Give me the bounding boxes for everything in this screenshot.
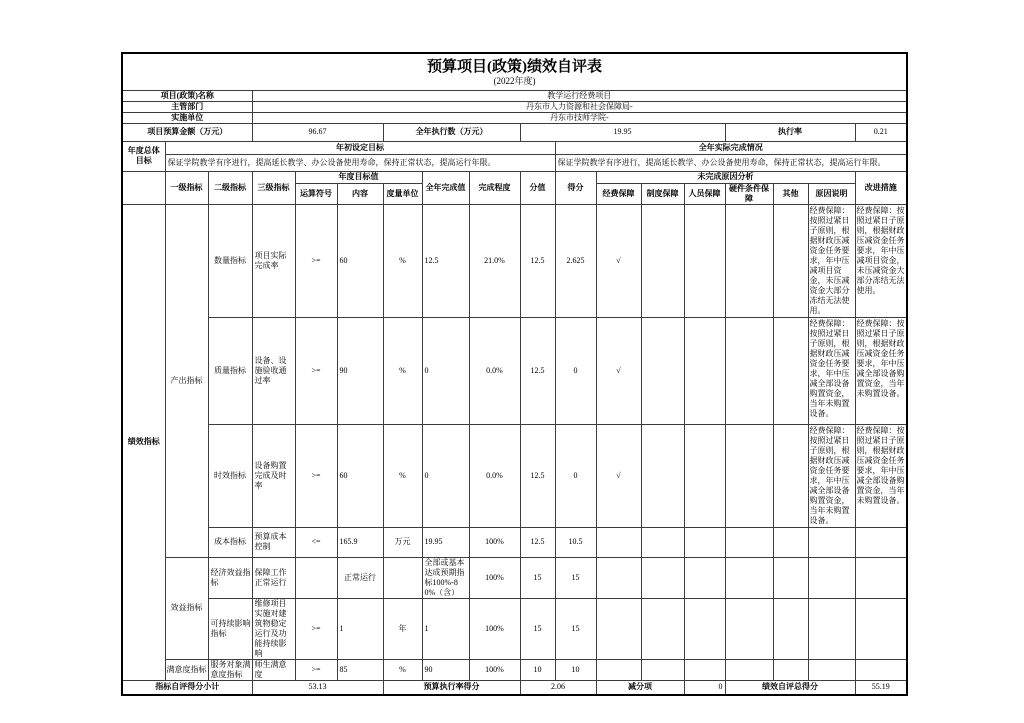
header-reason: 原因说明 (808, 183, 855, 204)
empty-cell (641, 659, 684, 680)
empty-cell (773, 659, 808, 680)
header-operator: 运算符号 (295, 183, 337, 204)
header-other: 其他 (773, 183, 808, 204)
unit-cell: 万元 (383, 527, 422, 557)
execution-rate-label: 执行率 (725, 123, 855, 141)
empty-cell (596, 598, 641, 659)
content-cell: 165.9 (337, 527, 383, 557)
annual-goal-label: 年度总体目标 (122, 141, 165, 171)
score-cell: 15 (555, 598, 596, 659)
degree-cell: 100% (469, 598, 520, 659)
degree-cell: 21.0% (469, 204, 520, 317)
self-score-label: 指标自评得分小计 (122, 680, 252, 695)
header-system: 制度保障 (641, 183, 684, 204)
operator-cell: >= (295, 424, 337, 527)
level2-cell: 时效指标 (208, 424, 252, 527)
operator-cell: <= (295, 527, 337, 557)
reason-cell: 经费保障：按照过紧日子原则，根据财政压减资金任务要求，年中压减全部设备购置资金，当年未购置设备。 (808, 424, 855, 527)
implement-unit-value: 丹东市技师学院- (252, 112, 907, 123)
supervisor-dept-value: 丹东市人力资源和社会保障局- (252, 101, 907, 112)
score-cell: 10 (555, 659, 596, 680)
level2-cell: 经济效益指标 (208, 557, 252, 598)
fund-check-mark: √ (596, 424, 641, 527)
empty-cell (773, 424, 808, 527)
header-improve: 改进措施 (855, 171, 907, 204)
points-cell: 12.5 (520, 424, 555, 527)
empty-cell (725, 204, 773, 317)
actual-completion-label: 全年实际完成情况 (555, 141, 907, 154)
empty-cell (725, 424, 773, 527)
level2-cell: 可持续影响指标 (208, 598, 252, 659)
document-year: (2022年度) (493, 75, 536, 86)
empty-cell (684, 317, 725, 424)
score-cell: 0 (555, 317, 596, 424)
empty-cell (808, 659, 855, 680)
score-cell: 2.625 (555, 204, 596, 317)
degree-cell: 0.0% (469, 424, 520, 527)
annual-execution-value: 19.95 (520, 123, 725, 141)
table-row (122, 557, 907, 598)
empty-corner-cell (122, 171, 165, 204)
level3-cell: 预算成本控制 (252, 527, 295, 557)
points-cell: 15 (520, 557, 555, 598)
empty-cell (808, 557, 855, 598)
reason-cell: 经费保障：按照过紧日子原则，根据财政压减资金任务要求，年中压减项目资金，未压减资金大部分冻结无法使用。 (808, 204, 855, 317)
empty-cell (596, 659, 641, 680)
empty-cell (725, 317, 773, 424)
unit-cell (383, 557, 422, 598)
degree-cell: 100% (469, 527, 520, 557)
header-level2: 二级指标 (208, 171, 252, 204)
empty-cell (684, 659, 725, 680)
empty-cell (773, 317, 808, 424)
empty-cell (684, 204, 725, 317)
complete-value-cell: 0 (422, 424, 469, 527)
empty-cell (596, 527, 641, 557)
points-cell: 10 (520, 659, 555, 680)
header-unit: 度量单位 (383, 183, 422, 204)
degree-cell: 100% (469, 659, 520, 680)
level2-cell: 成本指标 (208, 527, 252, 557)
header-degree: 完成程度 (469, 171, 520, 204)
empty-cell (855, 527, 907, 557)
empty-cell (773, 598, 808, 659)
project-name-value: 教学运行经费项目 (252, 90, 907, 101)
fund-check-mark: √ (596, 204, 641, 317)
evaluation-sheet (121, 52, 908, 696)
empty-cell (641, 424, 684, 527)
content-cell: 90 (337, 317, 383, 424)
empty-cell (641, 598, 684, 659)
level3-cell: 项目实际完成率 (252, 204, 295, 317)
empty-cell (773, 204, 808, 317)
level3-cell: 保障工作正常运行 (252, 557, 295, 598)
level3-cell: 师生满意度 (252, 659, 295, 680)
level2-cell: 服务对象满意度指标 (208, 659, 252, 680)
document-title: 预算项目(政策)绩效自评表 (427, 58, 603, 75)
empty-cell (684, 424, 725, 527)
degree-cell: 0.0% (469, 317, 520, 424)
unit-cell: % (383, 317, 422, 424)
operator-cell: >= (295, 659, 337, 680)
empty-cell (641, 317, 684, 424)
header-incomplete-group: 未完成原因分析 (596, 171, 855, 183)
header-level1: 一级指标 (165, 171, 208, 204)
content-cell: 60 (337, 424, 383, 527)
empty-cell (773, 527, 808, 557)
improve-cell: 经费保障：按照过紧日子原则，根据财政压减资金任务要求，年中压减全部设备购置资金，当年未购置设备。 (855, 317, 907, 424)
total-score-label: 绩效自评总得分 (725, 680, 855, 695)
reason-cell: 经费保障：按照过紧日子原则，根据财政压减资金任务要求，年中压减全部设备购置资金，当年未购置设备。 (808, 317, 855, 424)
table-row (122, 424, 907, 527)
table-row (122, 527, 907, 557)
score-cell: 10.5 (555, 527, 596, 557)
implement-unit-label: 实施单位 (122, 112, 252, 123)
empty-cell (725, 527, 773, 557)
content-cell: 1 (337, 598, 383, 659)
empty-cell (808, 527, 855, 557)
empty-cell (855, 659, 907, 680)
improve-cell: 经费保障：按照过紧日子原则，根据财政压减资金任务要求，年中压减全部设备购置资金，当年未购置设备。 (855, 424, 907, 527)
unit-cell: % (383, 204, 422, 317)
complete-value-cell: 90 (422, 659, 469, 680)
unit-cell: 年 (383, 598, 422, 659)
supervisor-dept-label: 主管部门 (122, 101, 252, 112)
empty-cell (596, 557, 641, 598)
header-annual-target-group: 年度目标值 (295, 171, 422, 183)
complete-value-cell: 全部或基本达成预期指标100%-80%（含） (422, 557, 469, 598)
level1-group-output: 产出指标 (165, 204, 208, 557)
table-row (122, 317, 907, 424)
complete-value-cell: 19.95 (422, 527, 469, 557)
table-row (122, 204, 907, 317)
empty-cell (641, 204, 684, 317)
empty-cell (641, 527, 684, 557)
table-row (122, 659, 907, 680)
unit-cell: % (383, 424, 422, 527)
header-level3: 三级指标 (252, 171, 295, 204)
level2-cell: 质量指标 (208, 317, 252, 424)
improve-cell: 经费保障：按照过紧日子原则，根据财政压减资金任务要求，年中压减项目资金，未压减资金大部分冻结无法使用。 (855, 204, 907, 317)
header-score: 得分 (555, 171, 596, 204)
header-personnel: 人员保障 (684, 183, 725, 204)
empty-cell (725, 659, 773, 680)
score-cell: 15 (555, 557, 596, 598)
header-hardware: 硬件条件保障 (725, 183, 773, 204)
operator-cell: >= (295, 317, 337, 424)
budget-amount-label: 项目预算金额（万元） (122, 123, 252, 141)
header-fund: 经费保障 (596, 183, 641, 204)
level3-cell: 设备购置完成及时率 (252, 424, 295, 527)
level1-group-benefit: 效益指标 (165, 557, 208, 659)
summary-row (122, 680, 907, 695)
empty-cell (684, 527, 725, 557)
deduction-label: 减分项 (596, 680, 684, 695)
content-cell: 85 (337, 659, 383, 680)
degree-cell: 100% (469, 557, 520, 598)
empty-cell (725, 598, 773, 659)
complete-value-cell: 0 (422, 317, 469, 424)
project-name-label: 项目(政策)名称 (122, 90, 252, 101)
table-row (122, 598, 907, 659)
total-score-value: 55.19 (855, 680, 907, 695)
level2-cell: 数量指标 (208, 204, 252, 317)
header-content: 内容 (337, 183, 383, 204)
empty-cell (773, 557, 808, 598)
execution-score-label: 预算执行率得分 (383, 680, 520, 695)
content-cell: 正常运行 (337, 557, 383, 598)
annual-execution-label: 全年执行数（万元） (383, 123, 520, 141)
points-cell: 12.5 (520, 317, 555, 424)
evaluation-table (121, 52, 908, 696)
empty-cell (855, 598, 907, 659)
header-complete: 全年完成值 (422, 171, 469, 204)
content-cell: 60 (337, 204, 383, 317)
execution-score-value: 2.06 (520, 680, 596, 695)
operator-cell (295, 557, 337, 598)
initial-goal-label: 年初设定目标 (165, 141, 555, 154)
empty-cell (725, 557, 773, 598)
empty-cell (855, 557, 907, 598)
fund-check-mark: √ (596, 317, 641, 424)
level1-group-satisfaction: 满意度指标 (165, 659, 208, 680)
operator-cell: >= (295, 598, 337, 659)
header-points: 分值 (520, 171, 555, 204)
points-cell: 15 (520, 598, 555, 659)
title-block (122, 53, 907, 90)
empty-cell (808, 598, 855, 659)
self-score-value: 53.13 (252, 680, 383, 695)
empty-cell (684, 598, 725, 659)
initial-goal-text: 保证学院教学有序进行，提高延长教学、办公设备使用寿命，保持正常状态，提高运行年限。 (165, 154, 555, 171)
actual-completion-text: 保证学院教学有序进行，提高延长教学、办公设备使用寿命，保持正常状态，提高运行年限。 (555, 154, 907, 171)
empty-cell (641, 557, 684, 598)
points-cell: 12.5 (520, 204, 555, 317)
deduction-value: 0 (684, 680, 725, 695)
indicator-section-label: 绩效指标 (122, 204, 165, 680)
level3-cell: 维修项目实施对建筑物稳定运行及功能持续影响 (252, 598, 295, 659)
complete-value-cell: 1 (422, 598, 469, 659)
execution-rate-value: 0.21 (855, 123, 907, 141)
points-cell: 12.5 (520, 527, 555, 557)
operator-cell: >= (295, 204, 337, 317)
empty-cell (684, 557, 725, 598)
unit-cell: % (383, 659, 422, 680)
score-cell: 0 (555, 424, 596, 527)
budget-amount-value: 96.67 (252, 123, 383, 141)
complete-value-cell: 12.5 (422, 204, 469, 317)
level3-cell: 设备、设施验收通过率 (252, 317, 295, 424)
